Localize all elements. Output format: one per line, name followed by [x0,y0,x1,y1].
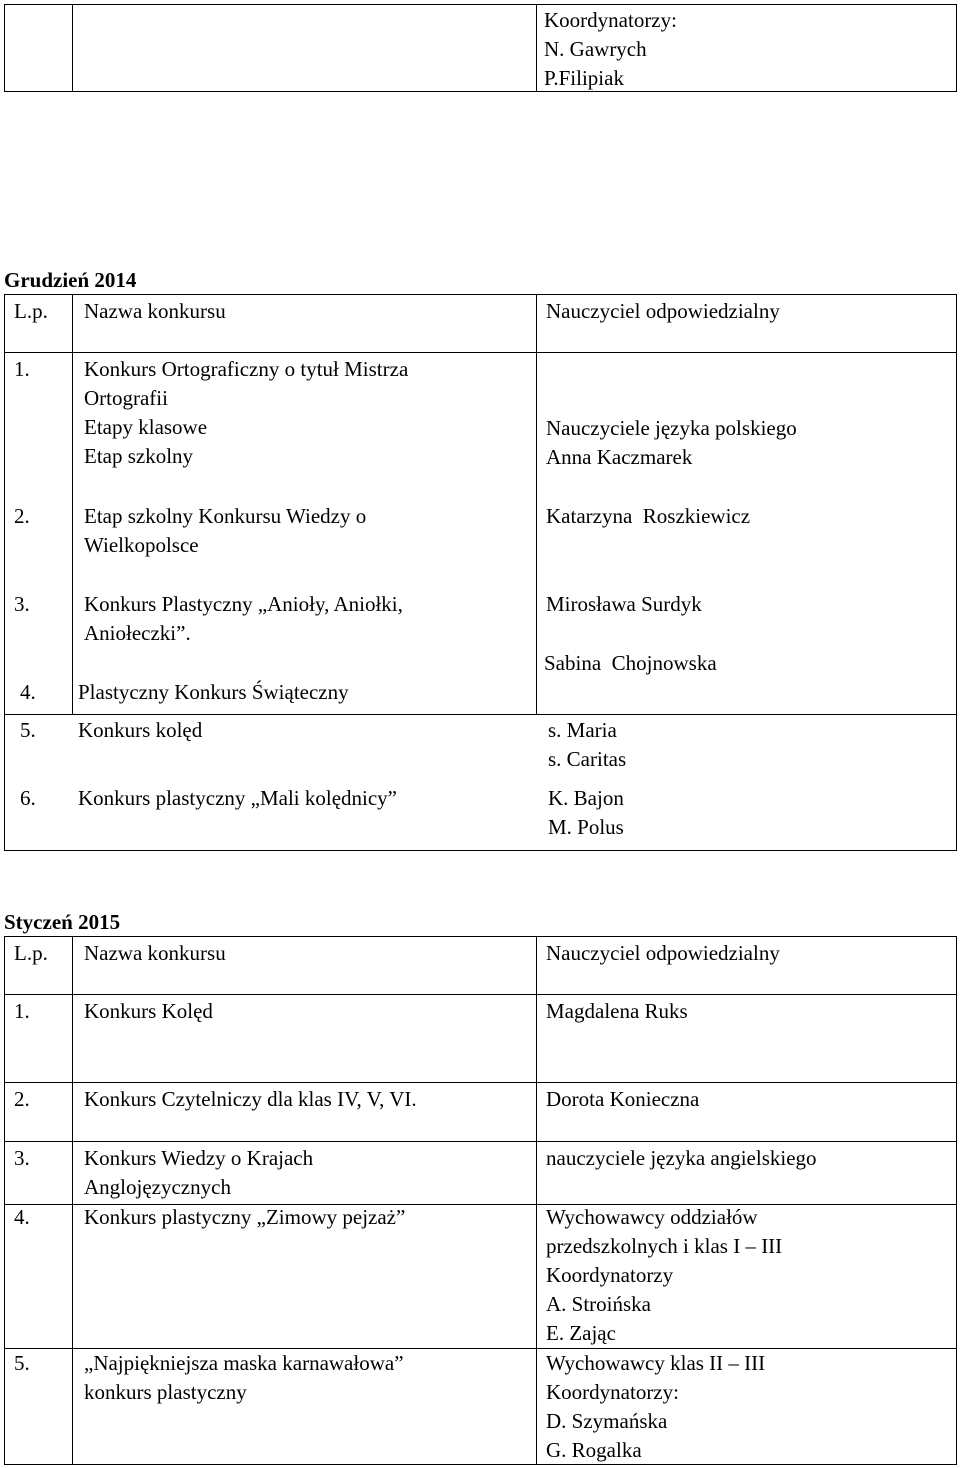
table-border [536,4,537,92]
table-border [4,714,957,715]
table-border [4,294,5,851]
column-header-name: Nazwa konkursu [84,941,226,965]
teacher-line: Koordynatorzy: [546,1380,679,1404]
column-header-name: Nazwa konkursu [84,299,226,323]
teacher-line: E. Zając [546,1321,616,1345]
teacher-line: Wychowawcy oddziałów [546,1205,758,1229]
contest-name-line: konkurs plastyczny [84,1380,247,1404]
contest-name-line: Anglojęzycznych [84,1175,231,1199]
contest-name-line: Aniołeczki”. [84,621,191,645]
contest-name: Konkurs Czytelniczy dla klas IV, V, VI. [84,1087,417,1111]
table-border [4,294,957,295]
table-border [956,294,957,851]
teacher-line: Sabina Chojnowska [544,651,717,675]
teacher-line: Mirosława Surdyk [546,592,702,616]
contest-name-line: Konkurs Wiedzy o Krajach [84,1146,314,1170]
teacher-line: Anna Kaczmarek [546,445,693,469]
column-header-teacher: Nauczyciel odpowiedzialny [546,941,780,965]
row-number: 1. [14,999,30,1023]
contest-name [84,1144,313,1202]
contest-name [84,502,366,560]
teacher-cell [546,414,797,472]
table-border [4,4,957,5]
teacher-line: K. Bajon [548,786,624,810]
coordinators-cell [544,6,677,93]
table-border [4,4,5,92]
table-border [72,4,73,92]
contest-name-line: Etap szkolny [84,444,194,468]
teacher-cell [548,716,626,774]
row-number: 5. [14,1351,30,1375]
table-border [4,1141,957,1142]
contest-name: Konkurs kolęd [78,718,203,742]
row-number: 4. [20,680,36,704]
column-header-lp: L.p. [14,941,48,965]
table-border [4,91,957,92]
table-border [72,936,73,1465]
row-number: 5. [20,718,36,742]
table-border [4,936,5,1465]
teacher-line: G. Rogalka [546,1438,642,1462]
contest-name [84,590,403,648]
teacher-line: przedszkolnych i klas I – III [546,1234,783,1258]
teacher-line: D. Szymańska [546,1409,668,1433]
contest-name [84,355,408,471]
contest-name: Konkurs Kolęd [84,999,213,1023]
contest-name-line: Etap szkolny Konkursu Wiedzy o [84,504,367,528]
table-border [4,994,957,995]
table-border [4,850,957,851]
teacher-line: Nauczyciele języka polskiego [546,416,797,440]
teacher-line: s. Caritas [548,747,627,771]
contest-name: Plastyczny Konkurs Świąteczny [78,680,349,704]
teacher-line: Wychowawcy klas II – III [546,1351,766,1375]
january-heading: Styczeń 2015 [4,910,121,934]
teacher-line: nauczyciele języka angielskiego [546,1146,817,1170]
row-number: 3. [14,1146,30,1170]
teacher-cell [546,1203,782,1348]
table-border [536,294,537,715]
table-border [536,936,537,1465]
row-number: 2. [14,504,30,528]
contest-name: Konkurs plastyczny „Mali kolędnicy” [78,786,397,810]
contest-name-line: Wielkopolsce [84,533,199,557]
teacher-line: M. Polus [548,815,624,839]
teacher-line: A. Stroińska [546,1292,651,1316]
contest-name-line: Konkurs Plastyczny „Anioły, Aniołki, [84,592,403,616]
teacher-cell [546,1349,765,1465]
row-number: 6. [20,786,36,810]
coordinators-line: P.Filipiak [544,66,624,90]
december-heading: Grudzień 2014 [4,268,137,292]
row-number: 1. [14,357,30,381]
table-border [72,294,73,715]
teacher-line: Magdalena Ruks [546,999,688,1023]
teacher-line: Dorota Konieczna [546,1087,700,1111]
teacher-line: Koordynatorzy [546,1263,674,1287]
coordinators-line: N. Gawrych [544,37,647,61]
teacher-line: Katarzyna Roszkiewicz [546,504,751,528]
row-number: 2. [14,1087,30,1111]
contest-name [84,1349,404,1407]
table-border [4,352,957,353]
table-border [956,4,957,92]
teacher-cell [548,784,624,842]
table-border [956,936,957,1465]
row-number: 4. [14,1205,30,1229]
table-border [4,1082,957,1083]
contest-name-line: Etapy klasowe [84,415,208,439]
table-border [4,1464,957,1465]
coordinators-line: Koordynatorzy: [544,8,677,32]
contest-name: Konkurs plastyczny „Zimowy pejzaż” [84,1205,406,1229]
contest-name-line: Ortografii [84,386,168,410]
contest-name-line: Konkurs Ortograficzny o tytuł Mistrza [84,357,409,381]
column-header-lp: L.p. [14,299,48,323]
row-number: 3. [14,592,30,616]
contest-name-line: „Najpiękniejsza maska karnawałowa” [84,1351,404,1375]
column-header-teacher: Nauczyciel odpowiedzialny [546,299,780,323]
teacher-line: s. Maria [548,718,617,742]
table-border [4,936,957,937]
